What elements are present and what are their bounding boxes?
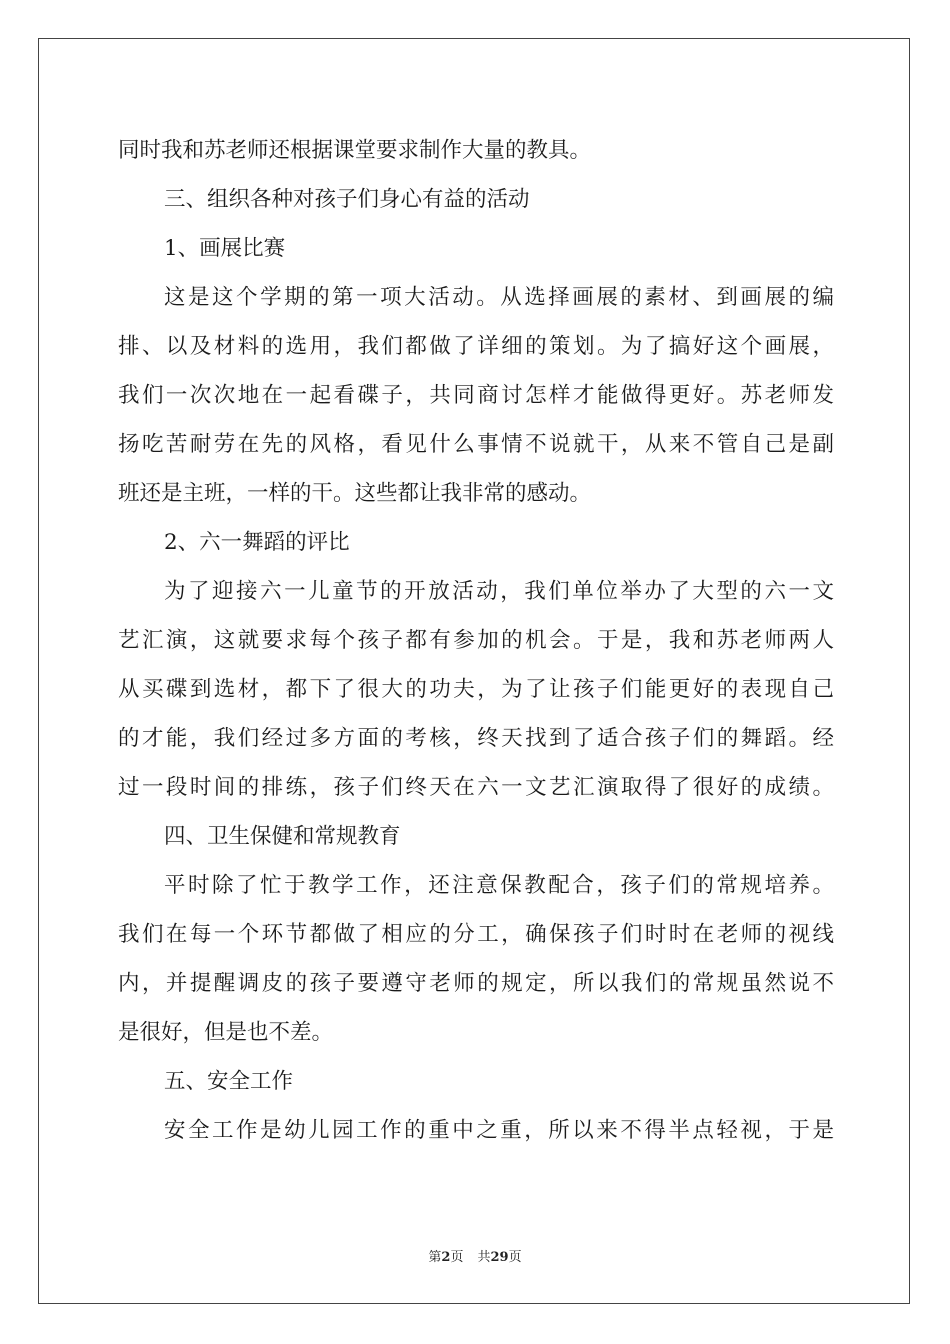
paragraph-line: 班还是主班，一样的干。这些都让我非常的感动。: [118, 481, 592, 506]
total-pages: 29: [490, 1250, 509, 1265]
paragraph-line: 三、组织各种对孩子们身心有益的活动: [164, 187, 530, 212]
total-label-prefix: 共: [477, 1250, 491, 1265]
paragraph-line: 安全工作是幼儿园工作的重中之重，所以来不得半点轻视，于是: [164, 1118, 834, 1143]
document-body: [118, 126, 834, 1155]
paragraph-line: 我们一次次地在一起看碟子，共同商讨怎样才能做得更好。苏老师发: [118, 383, 834, 408]
paragraph-line: 内，并提醒调皮的孩子要遵守老师的规定，所以我们的常规虽然说不: [118, 971, 834, 996]
paragraph-line: 五、安全工作: [164, 1069, 294, 1094]
page-label-prefix: 第: [428, 1250, 442, 1265]
page-footer: [0, 1246, 950, 1265]
paragraph-line: 从买碟到选材，都下了很大的功夫，为了让孩子们能更好的表现自己: [118, 677, 834, 702]
paragraph-line: 艺汇演，这就要求每个孩子都有参加的机会。于是，我和苏老师两人: [118, 628, 834, 653]
page-label-suffix: 页: [450, 1250, 464, 1265]
paragraph-line: 是很好，但是也不差。: [118, 1020, 334, 1045]
paragraph-line: 这是这个学期的第一项大活动。从选择画展的素材、到画展的编: [164, 285, 834, 310]
paragraph-line: 的才能，我们经过多方面的考核，终天找到了适合孩子们的舞蹈。经: [118, 726, 834, 751]
paragraph-line: 为了迎接六一儿童节的开放活动，我们单位举办了大型的六一文: [164, 579, 834, 604]
paragraph-line: 扬吃苦耐劳在先的风格，看见什么事情不说就干，从来不管自己是副: [118, 432, 834, 457]
paragraph-line: 我们在每一个环节都做了相应的分工，确保孩子们时时在老师的视线: [118, 922, 834, 947]
paragraph-line: 四、卫生保健和常规教育: [164, 824, 401, 849]
page-number: 2: [441, 1250, 451, 1265]
paragraph-line: 2、六一舞蹈的评比: [164, 530, 350, 555]
paragraph-line: 同时我和苏老师还根据课堂要求制作大量的教具。: [118, 138, 592, 163]
paragraph-line: 过一段时间的排练，孩子们终天在六一文艺汇演取得了很好的成绩。: [118, 775, 834, 800]
paragraph-line: 排、以及材料的选用，我们都做了详细的策划。为了搞好这个画展，: [118, 334, 834, 359]
paragraph-line: 平时除了忙于教学工作，还注意保教配合，孩子们的常规培养。: [164, 873, 834, 898]
paragraph-line: 1、画展比赛: [164, 236, 286, 261]
total-label-suffix: 页: [508, 1250, 522, 1265]
